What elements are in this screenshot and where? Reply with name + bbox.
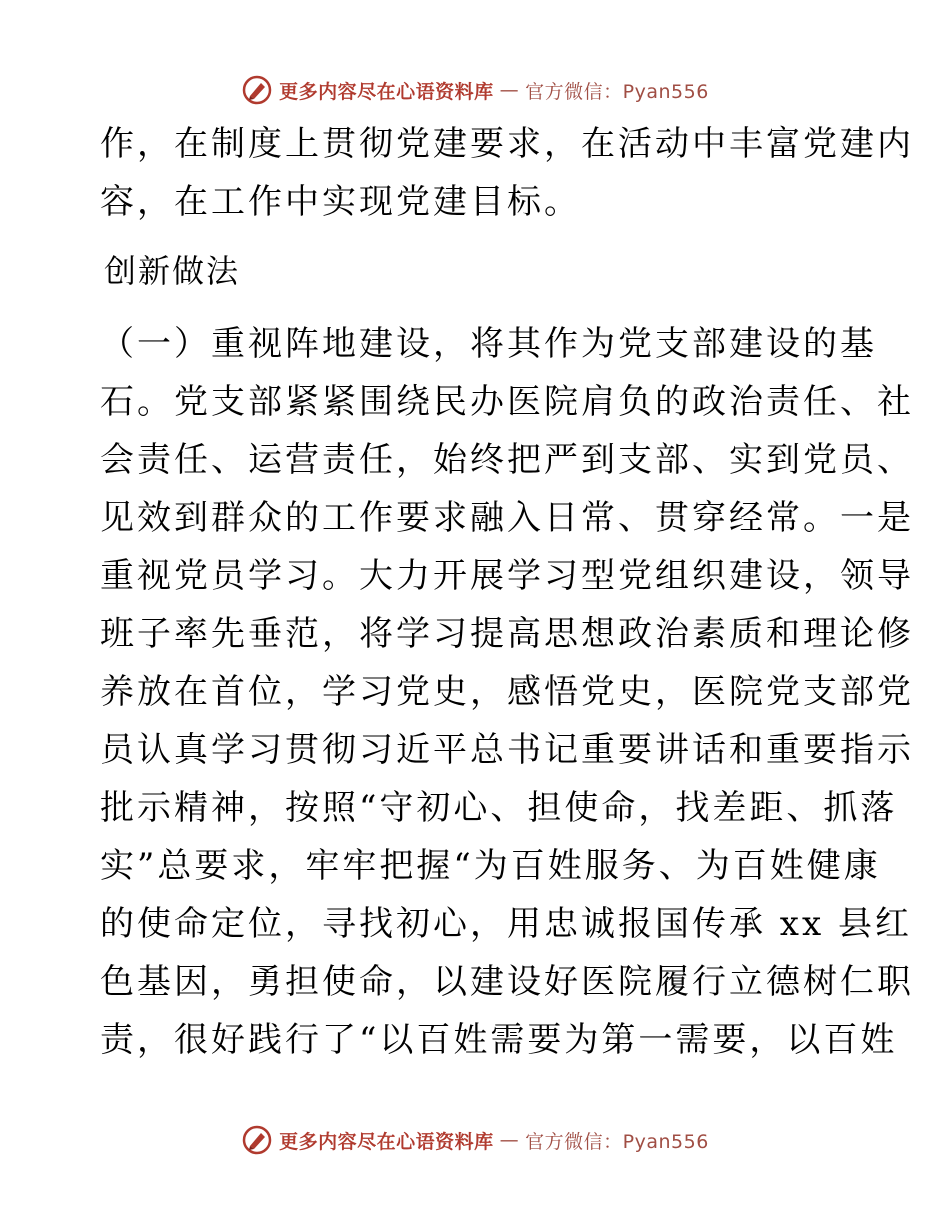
- text-line: （一）重视阵地建设，将其作为党支部建设的基: [100, 324, 877, 364]
- text-line: 重视党员学习。大力开展学习型党组织建设，领导: [100, 556, 914, 596]
- text-line: 责，很好践行了“以百姓需要为第一需要，以百姓: [100, 1020, 898, 1060]
- text-line: 会责任、运营责任，始终把严到支部、实到党员、: [100, 440, 914, 480]
- text-line: 见效到群众的工作要求融入日常、贯穿经常。一是: [100, 498, 914, 538]
- watermark-contact: 官方微信：Pyan556: [525, 1130, 709, 1153]
- watermark-brand: 更多内容尽在心语资料库: [279, 1130, 494, 1153]
- paragraph-2: [100, 315, 914, 1069]
- paragraph-1: [100, 115, 914, 231]
- text-line: 的使命定位，寻找初心，用忠诚报国传承 xx 县红: [100, 904, 912, 944]
- watermark-brand: 更多内容尽在心语资料库: [279, 80, 494, 103]
- text-line: 色基因，勇担使命，以建设好医院履行立德树仁职: [100, 962, 914, 1002]
- pen-logo-icon: [241, 74, 273, 106]
- section-heading: 创新做法: [104, 252, 241, 290]
- watermark-separator: —: [499, 1129, 520, 1151]
- watermark-contact: 官方微信：Pyan556: [525, 80, 709, 103]
- header-watermark: [0, 70, 950, 110]
- pen-logo-icon: [241, 1124, 273, 1156]
- text-line: 作，在制度上贯彻党建要求，在活动中丰富党建内: [100, 124, 914, 164]
- text-line: 批示精神，按照“守初心、担使命，找差距、抓落: [100, 788, 898, 828]
- text-line: 养放在首位，学习党史，感悟党史，医院党支部党: [100, 672, 914, 712]
- document-body: [100, 115, 914, 1069]
- watermark-separator: —: [499, 79, 520, 101]
- text-line: 员认真学习贯彻习近平总书记重要讲话和重要指示: [100, 730, 914, 770]
- text-line: 容，在工作中实现党建目标。: [100, 182, 581, 222]
- text-line: 班子率先垂范，将学习提高思想政治素质和理论修: [100, 614, 914, 654]
- text-line: 石。党支部紧紧围绕民办医院肩负的政治责任、社: [100, 382, 914, 422]
- text-line: 实”总要求，牢牢把握“为百姓服务、为百姓健康: [100, 846, 881, 886]
- footer-watermark: [0, 1120, 950, 1160]
